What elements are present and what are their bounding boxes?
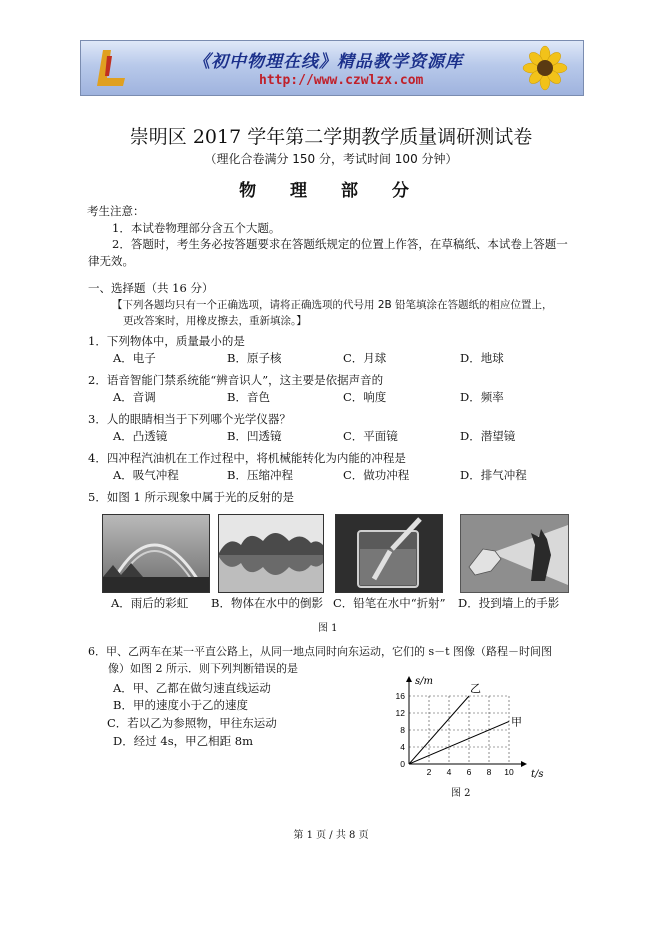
question-6-stem-line-2: 像）如图 2 所示．则下列判断错误的是 [108, 662, 298, 675]
question-6-option-b[interactable]: B．甲的速度小于乙的速度 [113, 698, 248, 712]
question-3-stem: 3．人的眼睛相当于下列哪个光学仪器？ [88, 412, 291, 426]
sunflower-icon [515, 45, 575, 91]
photo-caption-a: A．雨后的彩虹 [111, 596, 189, 610]
question-6-option-a[interactable]: A．甲、乙都在做匀速直线运动 [113, 681, 271, 695]
question-1-option-a[interactable]: A．电子 [113, 351, 156, 365]
rainbow-photo[interactable] [102, 514, 210, 593]
question-6-option-c[interactable]: C．若以乙为参照物，甲往东运动 [107, 716, 277, 730]
question-2-option-d[interactable]: D．频率 [460, 390, 504, 404]
question-4-stem: 4．四冲程汽油机在工作过程中，将机械能转化为内能的冲程是 [88, 451, 406, 465]
y-tick-label: 4 [400, 742, 405, 752]
section-title: 物 理 部 分 [239, 181, 423, 201]
water-reflection-photo[interactable] [218, 514, 324, 593]
banner-url[interactable]: http://www.czwlzx.com [259, 73, 424, 88]
series-label: 甲 [511, 715, 522, 729]
pencil-in-water-photo[interactable] [335, 514, 443, 593]
y-tick-label: 16 [395, 691, 405, 701]
site-logo-icon [95, 48, 129, 88]
question-4-option-a[interactable]: A．吸气冲程 [113, 468, 179, 482]
question-3-option-c[interactable]: C．平面镜 [343, 429, 398, 443]
x-tick-label: 6 [466, 767, 472, 777]
photo-caption-b: B．物体在水中的倒影 [211, 596, 323, 610]
y-axis-arrow-icon [406, 676, 412, 682]
x-tick-label: 8 [486, 767, 492, 777]
photo-caption-c: C．铅笔在水中“折射” [333, 596, 446, 610]
x-tick-label: 2 [426, 767, 432, 777]
question-6-option-d[interactable]: D．经过 4s，甲乙相距 8m [113, 734, 253, 748]
x-tick-label: 10 [504, 767, 514, 777]
page-footer: 第 1 页 / 共 8 页 [293, 830, 369, 841]
exam-subtitle: （理化合卷满分 150 分，考试时间 100 分钟） [204, 152, 458, 166]
series-label: 乙 [470, 682, 481, 695]
series-line-1 [409, 722, 509, 765]
question-3-option-b[interactable]: B．凹透镜 [227, 429, 282, 443]
exam-title: 崇明区 2017 学年第二学期教学质量调研测试卷 [129, 126, 533, 148]
notice-heading: 考生注意： [87, 204, 145, 218]
part-one-instruction-1: 【下列各题均只有一个正确选项，请将正确选项的代号用 2B 铅笔填涂在答题纸的相应位置上， [112, 299, 553, 311]
part-one-instruction-2: 更改答案时，用橡皮擦去，重新填涂。】 [123, 315, 307, 327]
question-4-option-d[interactable]: D．排气冲程 [460, 468, 527, 482]
y-tick-label: 8 [400, 725, 405, 735]
part-one-heading: 一、选择题（共 16 分） [88, 281, 214, 295]
banner-title: 《初中物理在线》精品教学资源库 [193, 52, 463, 72]
question-6-stem-line-1: 6．甲、乙两车在某一平直公路上，从同一地点同时向东运动，它们的 s－t 图像（路程－时间图 [88, 645, 553, 658]
question-2-option-a[interactable]: A．音调 [113, 390, 156, 404]
question-3-option-a[interactable]: A．凸透镜 [113, 429, 168, 443]
site-banner [80, 40, 584, 96]
figure-2-label: 图 2 [451, 788, 471, 799]
figure-1-label: 图 1 [318, 623, 338, 634]
question-1-option-c[interactable]: C．月球 [343, 351, 387, 365]
question-1-stem: 1．下列物体中，质量最小的是 [88, 334, 245, 348]
notice-item-2b: 律无效。 [88, 254, 134, 268]
x-axis-label: t/s [531, 769, 544, 780]
question-1-option-d[interactable]: D．地球 [460, 351, 504, 365]
question-2-stem: 2．语音智能门禁系统能“辨音识人”，这主要是依据声音的 [88, 373, 384, 387]
y-axis-label: s/m [415, 676, 433, 687]
hand-shadow-photo[interactable] [460, 514, 569, 593]
question-1-option-b[interactable]: B．原子核 [227, 351, 282, 365]
st-graph-chart [380, 668, 560, 798]
x-tick-label: 4 [446, 767, 452, 777]
notice-item-2a: 2．答题时，考生务必按答题要求在答题纸规定的位置上作答，在草稿纸、本试卷上答题一 [112, 237, 568, 251]
question-4-option-c[interactable]: C．做功冲程 [343, 468, 410, 482]
x-axis-arrow-icon [521, 761, 527, 767]
notice-item-1: 1．本试卷物理部分含五个大题。 [112, 221, 281, 235]
question-2-option-c[interactable]: C．响度 [343, 390, 387, 404]
question-2-option-b[interactable]: B．音色 [227, 390, 270, 404]
y-tick-label: 12 [395, 708, 405, 718]
question-4-option-b[interactable]: B．压缩冲程 [227, 468, 293, 482]
photo-caption-d: D．投到墙上的手影 [458, 596, 560, 610]
question-3-option-d[interactable]: D．潜望镜 [460, 429, 516, 443]
y-tick-label: 0 [400, 759, 405, 769]
question-5-stem: 5．如图 1 所示现象中属于光的反射的是 [88, 490, 294, 504]
